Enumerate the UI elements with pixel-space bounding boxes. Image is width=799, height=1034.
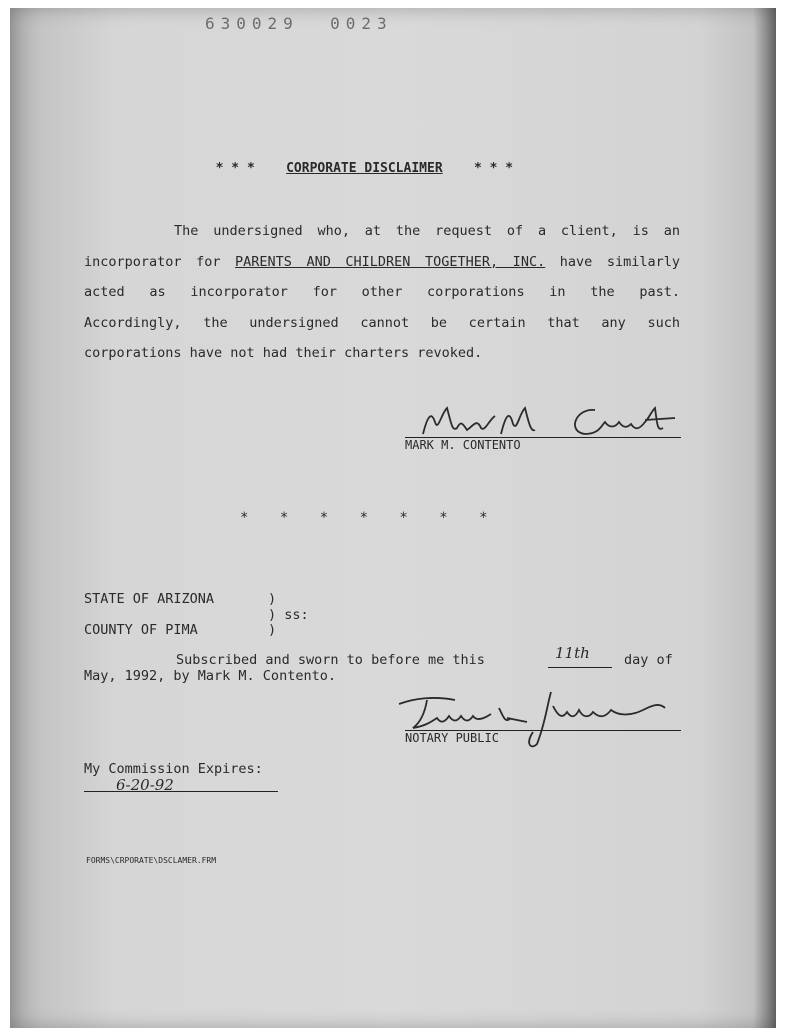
notary-title: NOTARY PUBLIC: [405, 731, 499, 745]
title-text: CORPORATE DISCLAIMER: [286, 161, 443, 176]
jurat-line-1-suffix: day of: [624, 652, 673, 668]
venue-county: COUNTY OF PIMA: [84, 622, 198, 638]
title-stars-right: * * *: [473, 161, 514, 176]
disclaimer-paragraph: [84, 221, 680, 374]
jurat-line-2: May, 1992, by Mark M. Contento.: [84, 668, 336, 684]
jurat-day-line: [548, 667, 612, 668]
title-stars-left: * * *: [215, 161, 255, 176]
venue-state: STATE OF ARIZONA: [84, 591, 215, 607]
signer-name: MARK M. CONTENTO: [405, 438, 521, 452]
section-separator: * * * * * * *: [240, 510, 488, 526]
venue-paren-3: ): [268, 622, 277, 638]
body-line-1: The undersigned who, at the request of a client, is an: [174, 223, 680, 239]
jurat-day: 11th: [555, 644, 590, 662]
venue-paren-1: ): [268, 591, 277, 607]
document-number: 630029 0023: [205, 14, 393, 33]
body-line-3: acted as incorporator for other corporations in the past.: [84, 284, 680, 300]
body-line-5: corporations have not had their charters revoked.: [84, 345, 483, 361]
body-line-2: incorporator for PARENTS AND CHILDREN TOGETHER, INC. have similarly: [84, 253, 680, 270]
file-path: FORMS\CRPORATE\DSCLAMER.FRM: [86, 856, 217, 865]
document-title: [200, 146, 513, 176]
corporation-name: PARENTS AND CHILDREN TOGETHER, INC.: [235, 253, 546, 270]
jurat-line-1-prefix: Subscribed and sworn to before me this: [176, 652, 485, 668]
commission-date: 6-20-92: [116, 776, 174, 794]
commission-label: My Commission Expires:: [84, 761, 263, 777]
body-line-4: Accordingly, the undersigned cannot be certain that any such: [84, 314, 680, 331]
venue-ss: ) ss:: [268, 607, 309, 623]
commission-date-line: [84, 791, 278, 792]
